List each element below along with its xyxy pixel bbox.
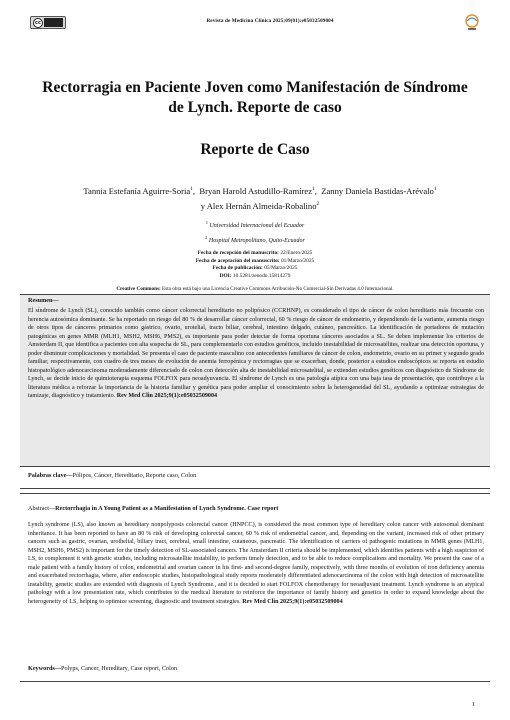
keywords-english: Keywords—Polyps, Cancer, Hereditary, Case report, Colon xyxy=(28,665,178,672)
license-statement xyxy=(30,286,480,292)
article-title: Rectorragia en Paciente Joven como Manifestación de Síndrome de Lynch. Reporte de caso xyxy=(42,79,468,116)
journal-reference: Revista de Medicina Clínica 2025;09(01):e05032509004 xyxy=(206,18,334,24)
cc-logo-icon: cc xyxy=(33,18,43,28)
resumen-citation: Rev Med Clin 2025;9(1):e05032509004 xyxy=(116,393,218,400)
article-type: Reporte de Caso xyxy=(200,141,310,158)
author-name: Zanny Daniela Bastidas-Arévalo xyxy=(321,185,434,196)
author-affiliation-mark: 1 xyxy=(190,186,193,192)
license-text: Esta obra está bajo una Licencia Creative Commons Atribución-No Comercial-Sin Derivadas 4.0 Internacional. xyxy=(162,286,394,292)
author-affiliation-mark: 2 xyxy=(316,200,320,207)
section-divider xyxy=(20,488,490,489)
abstract-body: Lynch syndrome (LS), also known as hereditary nonpolyposis colorectal cancer (HNPCC), is considered the most common type of hereditary colon cancer with autosomal dominant inheritance. It has been reported to have an 80 % risk of developing colorectal cancer, 60 % risk of endometrial cancer, and, depending on the variant, increased risk of other primary cancers such as gastric, ovarian, urothelial, biliary tract, cerebral, small intestine, cutaneous, pancreatic. The identification of carriers of pathogenic mutations in MMR genes (MLH1, MSH2, MSH6, PMS2) is important for the timely detection of SL-associated cancers. The Amsterdam II criteria should be implemented, which identifies patients with a high suspicion of LS, to complement it with genetic studies, including microsatellite instability, to perform timely detection, and to be able to reduce complications and mortality. We present the case of a male patient with a family history of colon, endometrial and ovarian cancer in his first- and second-degree family, respectively, with three months of evolution of iron deficiency anemia and exacerbated rectorrhagia, where, after endoscopic studies, histopathological study reports moderately differentiated adenocarcinoma of the colon with high detection of microsatellite instability, genetic studies are extended with diagnosis of Lynch Syndrome., and it is decided to start FOLFOX chemotherapy for neoadjuvant treatment. Lynch syndrome is an atypical pathology with a low presentation rate, which contributes to the medical literature to reinforce the importance of family history and genetics in order to expand knowledge about the heterogeneity of LS, helping to optimize screening, diagnostic and treatment strategies. Rev Med Clin 2025;9(1):e05032509004 xyxy=(28,522,484,605)
author-name: Bryan Harold Astudillo-Ramírez xyxy=(199,185,313,196)
journal-logo-icon xyxy=(462,12,482,32)
page-number: 1 xyxy=(472,702,475,708)
doi[interactable]: DOI: 10.5281/zenodo.15814279 xyxy=(219,272,291,279)
date-received: Fecha de recepción del manuscrito: 22/Enero/2025 xyxy=(197,250,313,256)
author-separator: , xyxy=(192,185,196,196)
cc-license-strip xyxy=(44,18,63,27)
author-conjunction: y xyxy=(200,200,206,211)
resumen-heading: Resumen— xyxy=(28,297,59,304)
author-affiliation-mark: 1 xyxy=(433,186,437,192)
affiliation-list xyxy=(40,217,470,247)
creative-commons-badge[interactable] xyxy=(30,16,66,29)
abstract-title: Rectorrhagia in A Young Patient as a Manifestation of Lynch Syndrome. Case report xyxy=(55,505,279,512)
affiliation: $^1$ Universidad Internacional del Ecuador xyxy=(205,220,305,229)
publication-dates xyxy=(40,250,470,280)
author-affiliation-mark: 1 xyxy=(312,186,315,192)
author-name: Tannia Estefanía Aguirre-Soria xyxy=(83,185,191,196)
license-label: Creative Commons: xyxy=(116,286,161,292)
section-divider xyxy=(20,681,490,682)
section-divider xyxy=(20,493,490,494)
keywords-spanish: Palabras clave—Pólipos, Cáncer, Hereditario, Reporte caso, Colon xyxy=(28,472,197,479)
abstract-citation: Rev Med Clin 2025;9(1):e05032509004 xyxy=(242,598,343,605)
date-published: Fecha de publicación: 05/Marzo/2025 xyxy=(212,265,298,272)
date-accepted: Fecha de aceptación del manuscrito: 01/Marzo/2025 xyxy=(195,257,315,264)
affiliation: $^2$ Hospital Metropolitano, Quito-Ecuador xyxy=(205,235,305,244)
author-name: Alex Hernán Almeida-Robalino xyxy=(206,200,317,211)
author-list xyxy=(40,183,480,213)
abstract-heading: Abstract—Rectorrhagia in A Young Patient as a Manifestation of Lynch Syndrome. Case report xyxy=(28,505,279,512)
author-separator: , xyxy=(314,185,317,196)
resumen-body: El síndrome de Lynch (SL), conocido también como cáncer colorrectal hereditario no polipósico (CCRHNP), es considerado el tipo de cáncer de colon hereditario más frecuente con herencia autosómica dominante. Se ha reportado un riesgo del 80 % de desarrollar cáncer colorrectal, 60 % riesgo de cáncer de endometrio, y dependiendo de la variante, aumenta riesgo de otros tipos de cánceres primarios como gástrico, ovario, urotelial, tracto biliar, cerebral, intestino delgado, cutáneo, pancreático. La identificación de portadores de mutación patogénicas en genes MMR (MLH1, MSH2, MSH6, PMS2), es importante para poder detectar de forma oportuna cánceres asociados a SL. Se deben implementar los criterios de Amsterdam II, que identifica a pacientes con alta sospecha de SL, para complementarlo con estudios genéticos, incluido inestabilidad de microsatélites, realizar una detección oportuna, y poder disminuir complicaciones y mortalidad. Se presenta el caso de paciente masculino con antecedentes familiares de cáncer de colon, endometrio, ovario en su primer y segundo grado familiar, respectivamente, con cuadro de tres meses de evolución de anemia ferropénica y rectorragias que se exacerban, donde, posterior a estudios endoscópicos se reporta en estudio histopatológico adenocarcinoma moderadamente diferenciado de colon con detección alta de inestabilidad microsatelital, se extienden estudios genéticos con diagnóstico de Síndrome de Lynch, se decide inicio de quimioterapia esquema FOLFOX para neoadyuvancia. El síndrome de Lynch es una patología atípica con una baja tasa de presentación, que contribuye a la literatura médica a reforzar la importancia de la historia familiar y genética para poder ampliar el conocimiento sobre la heterogeneidad del SL, ayudando a optimizar estrategias de tamizaje, diagnóstico y tratamiento. Rev Med Clin 2025;9(1):e05032509004 xyxy=(28,308,484,400)
